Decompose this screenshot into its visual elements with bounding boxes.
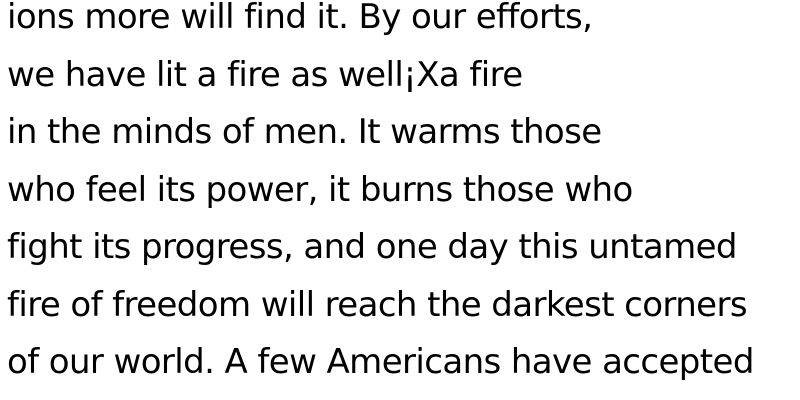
text-line: in the minds of men. It warms those: [7, 112, 602, 152]
text-passage: [7, 0, 797, 392]
text-line: fire of freedom will reach the darkest corners: [7, 284, 747, 325]
text-line: of our world. A few Americans have accepted: [7, 342, 754, 382]
text-line: ions more will find it. By our efforts,: [7, 0, 593, 37]
text-line: we have lit a fire as well¡Xa fire: [7, 54, 523, 95]
text-line: fight its progress, and one day this untamed: [7, 227, 737, 267]
text-line: who feel its power, it burns those who: [7, 169, 633, 210]
